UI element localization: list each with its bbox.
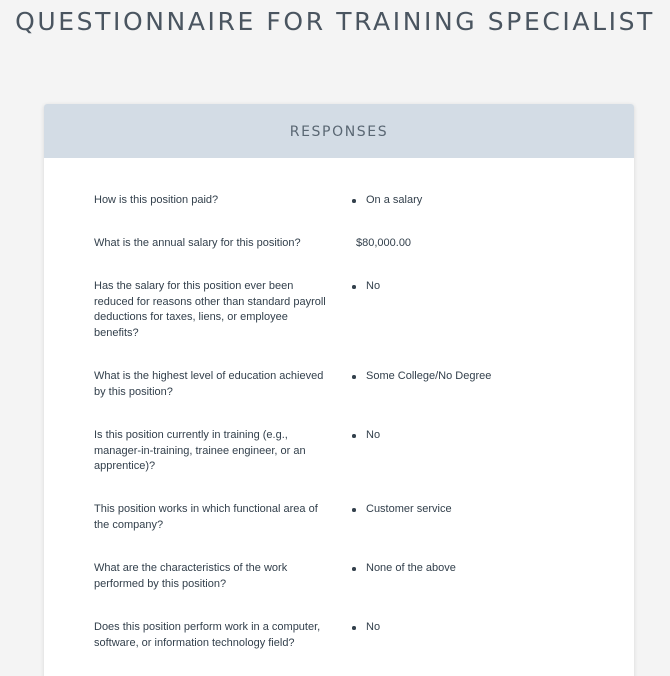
question-text: What is the highest level of education achieved by this position? [94,370,324,398]
answer-text: None of the above [366,562,456,574]
answer-bullet [352,193,592,209]
question-text: How is this position paid? [94,194,219,206]
answer-bullet [352,561,592,577]
question-text: This position works in which functional area of the company? [94,503,318,531]
answer-bullet [352,502,592,518]
answer-text: No [366,429,381,441]
question-text: Has the salary for this position ever been reduced for reasons other than standard payroll deductions for taxes, liens, or employee benefits? [94,280,326,339]
question-text: Does this position perform work in a computer, software, or information technology field? [94,621,321,649]
answer-bullet [352,620,592,636]
responses-card-header [44,104,634,158]
answer-text: No [366,621,381,633]
answer-text: Some College/No Degree [366,370,492,382]
answer-bullet [352,279,592,295]
answer-text: On a salary [366,194,423,206]
responses-header-label: RESPONSES [289,124,389,140]
answer-text: Customer service [366,503,452,515]
answer-bullet [352,369,592,385]
responses-card [44,104,634,676]
question-text: What is the annual salary for this position? [94,237,301,249]
answer-bullet [352,428,592,444]
answer-text: No [366,280,381,292]
page-title: QUESTIONNAIRE FOR TRAINING SPECIALIST [15,7,655,36]
question-text: What are the characteristics of the work performed by this position? [94,562,288,590]
question-text: Is this position currently in training (e.g., manager-in-training, trainee engineer, or an apprentice)? [94,429,306,472]
answer-text: $80,000.00 [356,237,412,249]
